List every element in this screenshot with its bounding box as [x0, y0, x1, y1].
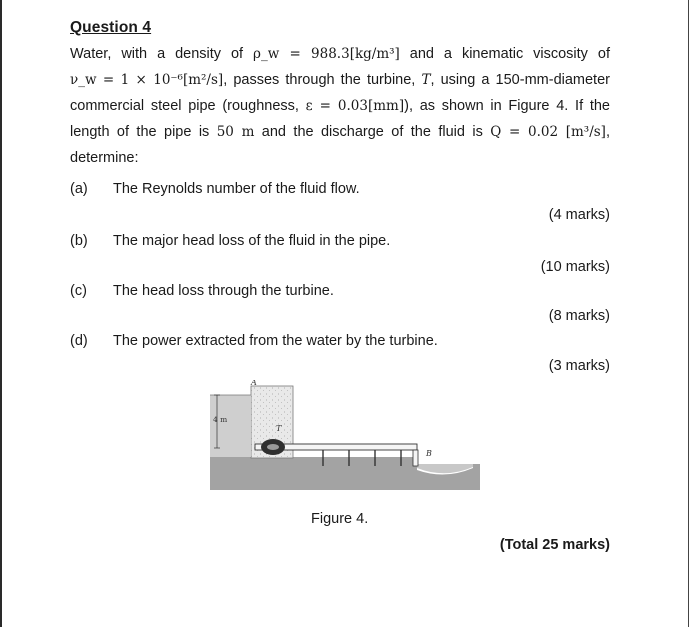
outlet-label: B [426, 449, 432, 458]
part-b-letter: (b) [70, 233, 88, 249]
part-c-text: The head loss through the turbine. [113, 283, 334, 299]
intro-line-4 [70, 119, 610, 145]
intro-text: and a kinematic viscosity of [399, 46, 610, 62]
tank-label: A [251, 380, 257, 387]
question-title: Question 4 [70, 19, 152, 36]
total-marks: (Total 25 marks) [499, 537, 610, 553]
density-expression: ρ_w = 988.3[kg/m³] [253, 46, 400, 62]
intro-text: and the discharge of the fluid is [254, 124, 491, 140]
turbine-label: T [276, 424, 282, 433]
intro-text: ), as shown in Figure 4. If the [404, 98, 610, 114]
intro-text: length of the pipe is [70, 124, 217, 140]
part-d-marks: (3 marks) [548, 358, 610, 374]
turbine-symbol: T [421, 72, 431, 88]
part-b-text: The major head loss of the fluid in the pipe. [113, 233, 391, 249]
part-a-letter: (a) [70, 181, 88, 197]
intro-line-1 [70, 41, 610, 67]
part-a-marks: (4 marks) [548, 207, 610, 223]
outlet-pipe [413, 450, 418, 466]
intro-text: commercial steel pipe (roughness, [70, 98, 306, 114]
part-d-text: The power extracted from the water by the turbine. [113, 333, 438, 349]
height-label: 4 m [213, 415, 228, 424]
roughness-expression: ε = 0.03[mm] [305, 98, 405, 114]
part-c-letter: (c) [70, 283, 87, 299]
page-left-border [0, 0, 2, 627]
part-d-letter: (d) [70, 333, 88, 349]
intro-line-2 [70, 67, 610, 93]
intro-line-3 [70, 93, 610, 119]
figure-4-diagram [205, 380, 485, 500]
part-a-text: The Reynolds number of the fluid flow. [113, 181, 360, 197]
page-right-border [688, 0, 689, 627]
length-expression: 50 m [216, 124, 255, 140]
intro-text: , using a 150-mm-diameter [430, 72, 610, 88]
intro-text: , passes through the turbine, [223, 72, 422, 88]
intro-text: Water, with a density of [70, 46, 254, 62]
discharge-expression: Q = 0.02 [m³/s] [490, 124, 606, 140]
intro-text: , [605, 124, 610, 140]
intro-text: determine: [70, 150, 139, 166]
intro-line-5 [70, 145, 610, 171]
part-c-marks: (8 marks) [548, 308, 610, 324]
ground [210, 457, 480, 490]
viscosity-expression: ν_w = 1 × 10⁻⁶[m²/s] [70, 72, 224, 88]
figure-caption: Figure 4. [311, 511, 369, 527]
part-b-marks: (10 marks) [540, 259, 610, 275]
